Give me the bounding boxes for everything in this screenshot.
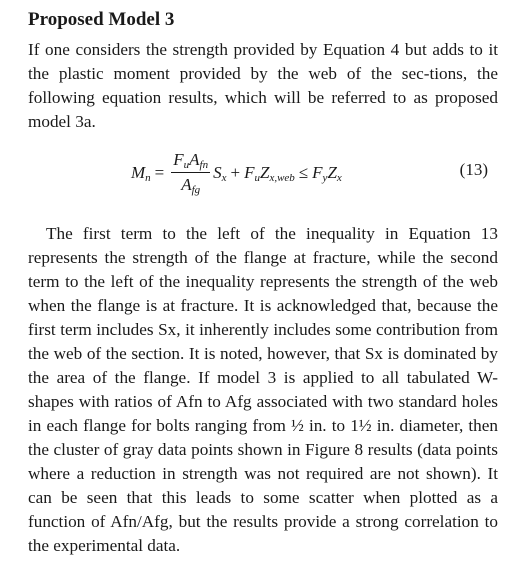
eq-numerator: $F_uA_{fn}$ <box>173 150 209 171</box>
eq-term1-tail: $S_x$ <box>213 162 227 184</box>
eq-term2: $F_uZ_{x,web}$ <box>244 162 295 184</box>
section-heading: Proposed Model 3 <box>28 9 175 30</box>
equation-13 <box>28 146 498 208</box>
eq-lhs: $M_n$ <box>131 162 151 184</box>
equation-number: (13) <box>459 160 488 179</box>
paragraph-intro: If one considers the strength provided by Equation 4 but adds to it the plastic moment provided by the web of the sec-tions, the following equation results, which will be referred to as proposed model 3a. <box>28 40 498 131</box>
eq-plus: + <box>230 163 241 182</box>
paragraph-discussion: The first term to the left of the inequality in Equation 13 represents the strength of the flange at fracture, while the second term to the left of the inequality represents the strength of the web when the flange is at fracture. It is acknowledged that, because the first term includes Sx, it inherently includes some contribution from the web of the section. It is noted, however, that Sx is dominated by the area of the flange. If model 3 is applied to all tabulated W-shapes with ratios of Afn to Afg associated with two standard holes in each flange for bolts ranging from ½ in. to 1½ in. diameter, then the cluster of gray data points shown in Figure 8 results (data points where a reduction in strength was not required are not shown). It can be seen that this leads to some scatter when plotted as a function of Afn/Afg, but the results provide a strong correlation to the experimental data. <box>28 224 498 555</box>
eq-fraction <box>171 150 210 196</box>
eq-leq: ≤ <box>298 163 309 182</box>
eq-denominator: $A_{fg}$ <box>181 175 201 196</box>
eq-rhs: $F_yZ_x$ <box>312 162 342 184</box>
document-page <box>28 8 498 558</box>
eq-equals: = <box>154 163 165 182</box>
equation-body <box>131 150 342 196</box>
